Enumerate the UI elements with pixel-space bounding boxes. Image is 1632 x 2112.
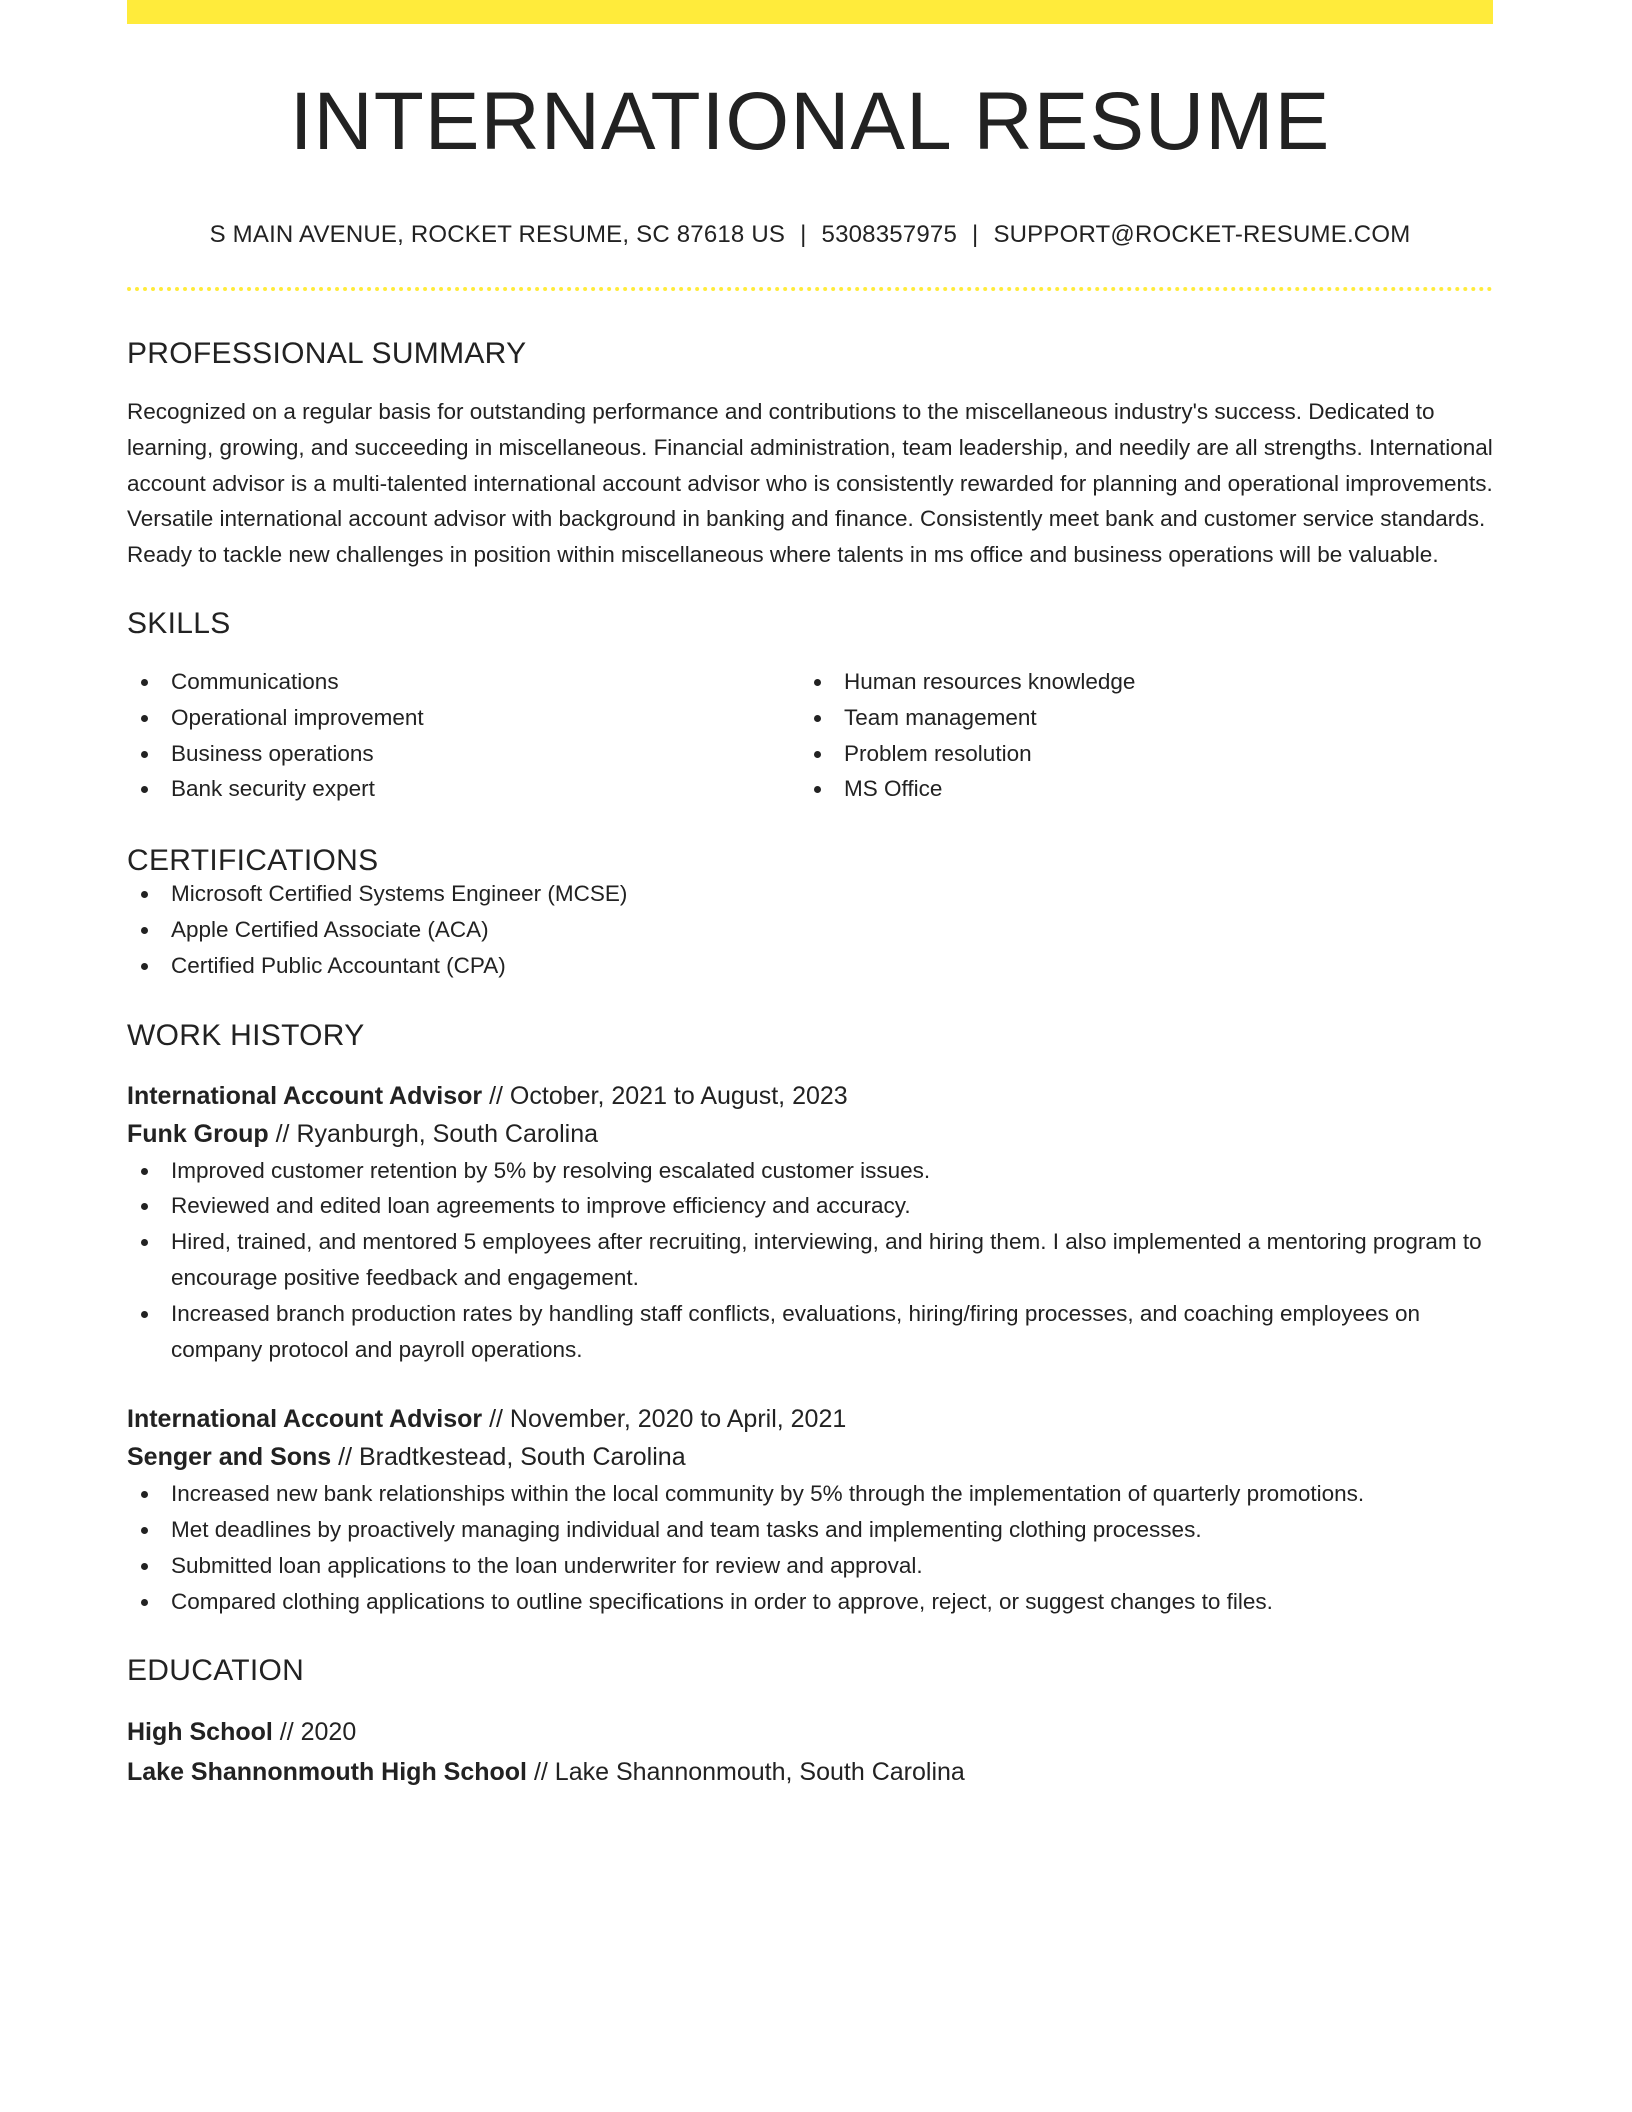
job-company: Senger and Sons (127, 1443, 332, 1472)
work-history-heading: WORK HISTORY (127, 1018, 365, 1052)
education-heading: EDUCATION (127, 1653, 305, 1687)
skills-heading: SKILLS (127, 606, 231, 640)
top-accent-bar (127, 0, 1493, 24)
education-school-line (127, 1752, 1493, 1792)
job-entry (127, 1400, 1493, 1619)
skill-item: Human resources knowledge (800, 664, 1473, 700)
skills-grid (127, 664, 1493, 807)
contact-separator: | (972, 221, 979, 248)
certification-item: Microsoft Certified Systems Engineer (MCSE) (127, 876, 1493, 912)
skill-item: Problem resolution (800, 736, 1473, 772)
job-position: International Account Advisor (127, 1405, 483, 1434)
skill-item: Bank security expert (127, 771, 800, 807)
contact-address: S MAIN AVENUE, ROCKET RESUME, SC 87618 US (209, 221, 786, 248)
job-duty: Hired, trained, and mentored 5 employees after recruiting, interviewing, and hiring them. I also implemented a mentoring program to encourage positive feedback and engagement. (127, 1224, 1493, 1296)
job-company-line (127, 1115, 1493, 1153)
job-duties-list (127, 1153, 1493, 1368)
job-company: Funk Group (127, 1119, 269, 1148)
job-duty: Increased new bank relationships within the local community by 5% through the implementation of quarterly promotions. (127, 1476, 1493, 1512)
skill-item: Operational improvement (127, 700, 800, 736)
skill-item: Business operations (127, 736, 800, 772)
job-dates: // October, 2021 to August, 2023 (489, 1081, 848, 1110)
contact-separator: | (800, 221, 807, 248)
education-entry (127, 1712, 1493, 1792)
job-duty: Compared clothing applications to outline specifications in order to approve, reject, or suggest changes to files. (127, 1584, 1493, 1620)
education-school: Lake Shannonmouth High School (127, 1757, 527, 1786)
education-location: // Lake Shannonmouth, South Carolina (533, 1757, 965, 1786)
summary-heading: PROFESSIONAL SUMMARY (127, 337, 527, 370)
skill-item: Communications (127, 664, 800, 700)
certification-item: Certified Public Accountant (CPA) (127, 948, 1493, 984)
certification-item: Apple Certified Associate (ACA) (127, 912, 1493, 948)
job-company-line (127, 1438, 1493, 1476)
job-duties-list (127, 1476, 1493, 1619)
job-duty: Met deadlines by proactively managing individual and team tasks and implementing clothing processes. (127, 1512, 1493, 1548)
job-entry (127, 1077, 1493, 1368)
job-duty: Increased branch production rates by handling staff conflicts, evaluations, hiring/firing processes, and coaching employees on company protocol and payroll operations. (127, 1296, 1493, 1368)
job-duty: Submitted loan applications to the loan underwriter for review and approval. (127, 1548, 1493, 1584)
skills-column-right (800, 664, 1473, 807)
contact-phone: 5308357975 (821, 221, 957, 248)
job-duty: Improved customer retention by 5% by resolving escalated customer issues. (127, 1153, 1493, 1189)
job-title-line (127, 1077, 1493, 1115)
skills-list-left (127, 664, 800, 807)
skill-item: MS Office (800, 771, 1473, 807)
job-dates: // November, 2020 to April, 2021 (489, 1405, 847, 1434)
job-position: International Account Advisor (127, 1081, 483, 1110)
skills-list-right (800, 664, 1473, 807)
contact-email: SUPPORT@ROCKET-RESUME.COM (993, 221, 1411, 248)
resume-name: INTERNATIONAL RESUME (289, 76, 1331, 167)
summary-text: Recognized on a regular basis for outstanding performance and contributions to the miscellaneous industry's success. Dedicated to learning, growing, and succeeding in miscellaneous. Financial administration, team leadership, and needily are all strengths. International account advisor is a multi-talented international account advisor who is consistently rewarded for planning and operational improvements. Versatile international account advisor with background in banking and finance. Consistently meet bank and customer service standards. Ready to tackle new challenges in position within miscellaneous where talents in ms office and business operations will be valuable. (127, 399, 1493, 568)
dotted-divider (127, 287, 1493, 291)
skills-column-left (127, 664, 800, 807)
resume-page (127, 0, 1493, 1792)
job-title-line (127, 1400, 1493, 1438)
job-location: // Bradtkestead, South Carolina (338, 1443, 686, 1472)
certifications-list (127, 876, 1493, 983)
education-year: // 2020 (279, 1717, 357, 1746)
contact-line (127, 223, 1493, 247)
education-degree-line (127, 1712, 1493, 1752)
job-duty: Reviewed and edited loan agreements to improve efficiency and accuracy. (127, 1188, 1493, 1224)
certifications-heading: CERTIFICATIONS (127, 844, 379, 878)
job-location: // Ryanburgh, South Carolina (275, 1119, 599, 1148)
education-degree: High School (127, 1717, 273, 1746)
skill-item: Team management (800, 700, 1473, 736)
